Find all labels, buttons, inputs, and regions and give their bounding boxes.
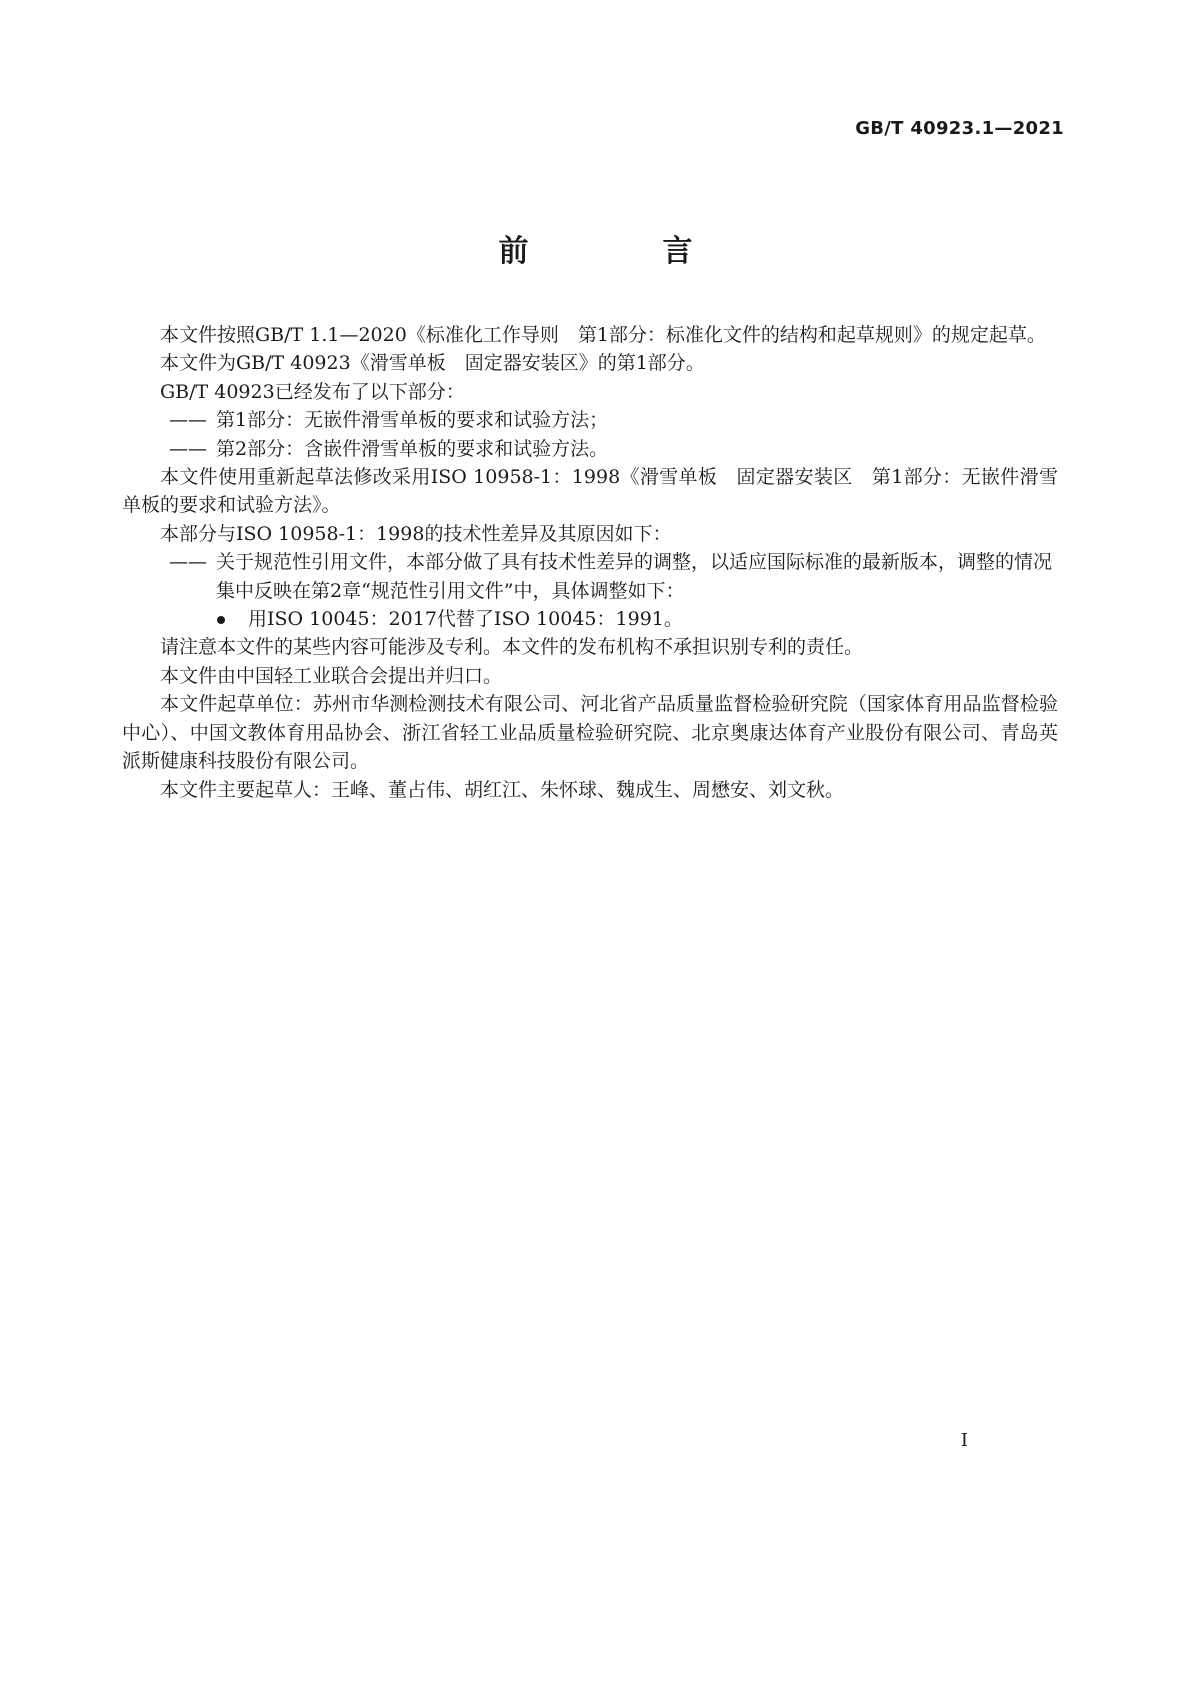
list-item-part-2: [169, 435, 1058, 463]
paragraph-adoption: 本文件使用重新起草法修改采用ISO 10958-1：1998《滑雪单板 固定器安装区 第1部分：无嵌件滑雪单板的要求和试验方法》。: [122, 466, 1058, 517]
page-number: I: [960, 1430, 968, 1451]
paragraph-published-parts: GB/T 40923已经发布了以下部分：: [160, 380, 465, 403]
list-item-text: 第2部分：含嵌件滑雪单板的要求和试验方法。: [216, 437, 609, 460]
list-item-part-1: [169, 406, 1058, 434]
paragraph-drafters: 本文件主要起草人：王峰、董占伟、胡红江、朱怀球、魏成生、周懋安、刘文秋。: [160, 778, 845, 801]
paragraph-proposer: 本文件由中国轻工业联合会提出并归口。: [160, 664, 503, 687]
foreword-body: [122, 321, 1058, 804]
list-item-normative-references: [169, 548, 1058, 605]
paragraph-drafting-units: 本文件起草单位：苏州市华测检测技术有限公司、河北省产品质量监督检验研究院（国家体育用品监督检验中心）、中国文教体育用品协会、浙江省轻工业品质量检验研究院、北京奥康达体育产业股份有限公司、青岛英派斯健康科技股份有限公司。: [122, 693, 1058, 773]
foreword-title: 前 言: [498, 234, 745, 269]
bullet-item-iso-replacement: [122, 605, 1058, 633]
paragraph-part-statement: 本文件为GB/T 40923《滑雪单板 固定器安装区》的第1部分。: [160, 352, 705, 375]
bullet-item-text: 用ISO 10045：2017代替了ISO 10045：1991。: [248, 608, 683, 631]
paragraph-patent-notice: 请注意本文件的某些内容可能涉及专利。本文件的发布机构不承担识别专利的责任。: [160, 636, 864, 659]
paragraph-drafting-rules: 本文件按照GB/T 1.1—2020《标准化工作导则 第1部分：标准化文件的结构和起草规则》的规定起草。: [160, 324, 1046, 346]
standard-number: GB/T 40923.1—2021: [855, 118, 1064, 139]
paragraph-differences: 本部分与ISO 10958-1：1998的技术性差异及其原因如下：: [160, 522, 672, 545]
bullet-icon: [217, 616, 225, 624]
list-item-text: 第1部分：无嵌件滑雪单板的要求和试验方法；: [216, 409, 609, 432]
dash-mark: ——: [169, 551, 207, 574]
dash-mark: ——: [169, 437, 207, 460]
dash-mark: ——: [169, 409, 207, 432]
list-item-text: 关于规范性引用文件，本部分做了具有技术性差异的调整，以适应国际标准的最新版本，调整的情况集中反映在第2章“规范性引用文件”中，具体调整如下：: [216, 551, 1053, 602]
